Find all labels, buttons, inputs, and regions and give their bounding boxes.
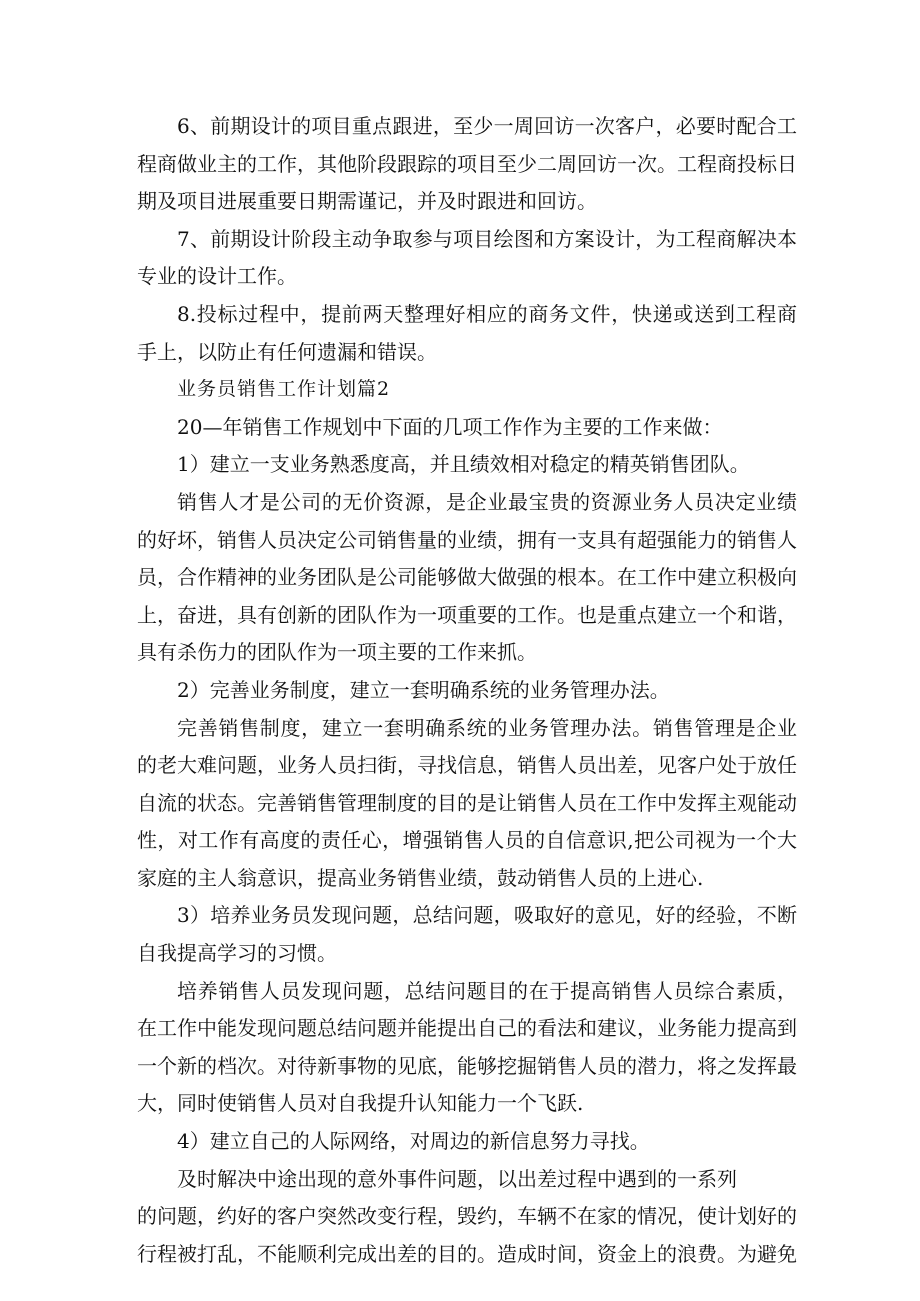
section-heading: 业务员销售工作计划篇2 <box>177 378 391 401</box>
text-line: 20—年销售工作规划中下面的几项工作作为主要的工作来做： <box>177 414 723 439</box>
text-line: 2）完善业务制度，建立一套明确系统的业务管理办法。 <box>177 677 670 702</box>
text-line: 期及项目进展重要日期需谨记，并及时跟进和回访。 <box>137 189 597 214</box>
text-line: 销售人才是公司的无价资源，是企业最宝贵的资源业务人员决定业绩 <box>177 489 797 514</box>
text-line: 的好坏，销售人员决定公司销售量的业绩，拥有一支具有超强能力的销售人 <box>137 527 797 552</box>
text-line: 程商做业主的工作，其他阶段跟踪的项目至少二周回访一次。工程商投标日 <box>137 151 797 176</box>
text-line: 手上，以防止有任何遗漏和错误。 <box>137 339 437 364</box>
text-line: 员，合作精神的业务团队是公司能够做大做强的根本。在工作中建立积极向 <box>137 565 797 590</box>
text-line: 行程被打乱，不能顺利完成出差的目的。造成时间，资金上的浪费。为避免 <box>137 1241 797 1266</box>
text-line: 自流的状态。完善销售管理制度的目的是让销售人员在工作中发挥主观能动 <box>137 790 797 815</box>
text-line: 自我提高学习的习惯。 <box>137 941 337 966</box>
text-line: 4）建立自己的人际网络，对周边的新信息努力寻找。 <box>177 1129 650 1154</box>
text-line: 的老大难问题，业务人员扫街，寻找信息，销售人员出差，见客户处于放任 <box>137 753 797 778</box>
text-line: 具有杀伤力的团队作为一项主要的工作来抓。 <box>137 640 537 665</box>
text-line: 专业的设计工作。 <box>137 264 297 289</box>
text-line: 完善销售制度，建立一套明确系统的业务管理办法。销售管理是企业 <box>177 715 797 740</box>
text-line: 6、前期设计的项目重点跟进，至少一周回访一次客户，必要时配合工 <box>177 114 797 138</box>
text-line: 的问题，约好的客户突然改变行程，毁约，车辆不在家的情况，使计划好的 <box>137 1204 797 1229</box>
text-line: 在工作中能发现问题总结问题并能提出自己的看法和建议，业务能力提高到 <box>137 1016 797 1041</box>
text-line: 1）建立一支业务熟悉度高，并且绩效相对稳定的精英销售团队。 <box>177 452 750 477</box>
text-line: 家庭的主人翁意识，提高业务销售业绩，鼓动销售人员的上进心. <box>137 865 704 890</box>
text-line: 一个新的档次。对待新事物的见底，能够挖掘销售人员的潜力，将之发挥最 <box>137 1053 797 1078</box>
text-line: 3）培养业务员发现问题，总结问题，吸取好的意见，好的经验，不断 <box>177 903 797 928</box>
text-line: 7、前期设计阶段主动争取参与项目绘图和方案设计，为工程商解决本 <box>177 226 797 251</box>
text-line: 性，对工作有高度的责任心，增强销售人员的自信意识,把公司视为一个大 <box>137 828 797 853</box>
text-line: 8.投标过程中，提前两天整理好相应的商务文件，快递或送到工程商 <box>177 301 797 326</box>
text-line: 上，奋进，具有创新的团队作为一项重要的工作。也是重点建立一个和谐， <box>137 602 797 627</box>
text-line: 大，同时使销售人员对自我提升认知能力一个飞跃. <box>137 1091 584 1116</box>
text-line: 培养销售人员发现问题，总结问题目的在于提高销售人员综合素质， <box>177 978 797 1003</box>
document-page <box>137 108 797 1273</box>
text-line: 及时解决中途出现的意外事件问题，以出差过程中遇到的一系列 <box>177 1166 737 1191</box>
